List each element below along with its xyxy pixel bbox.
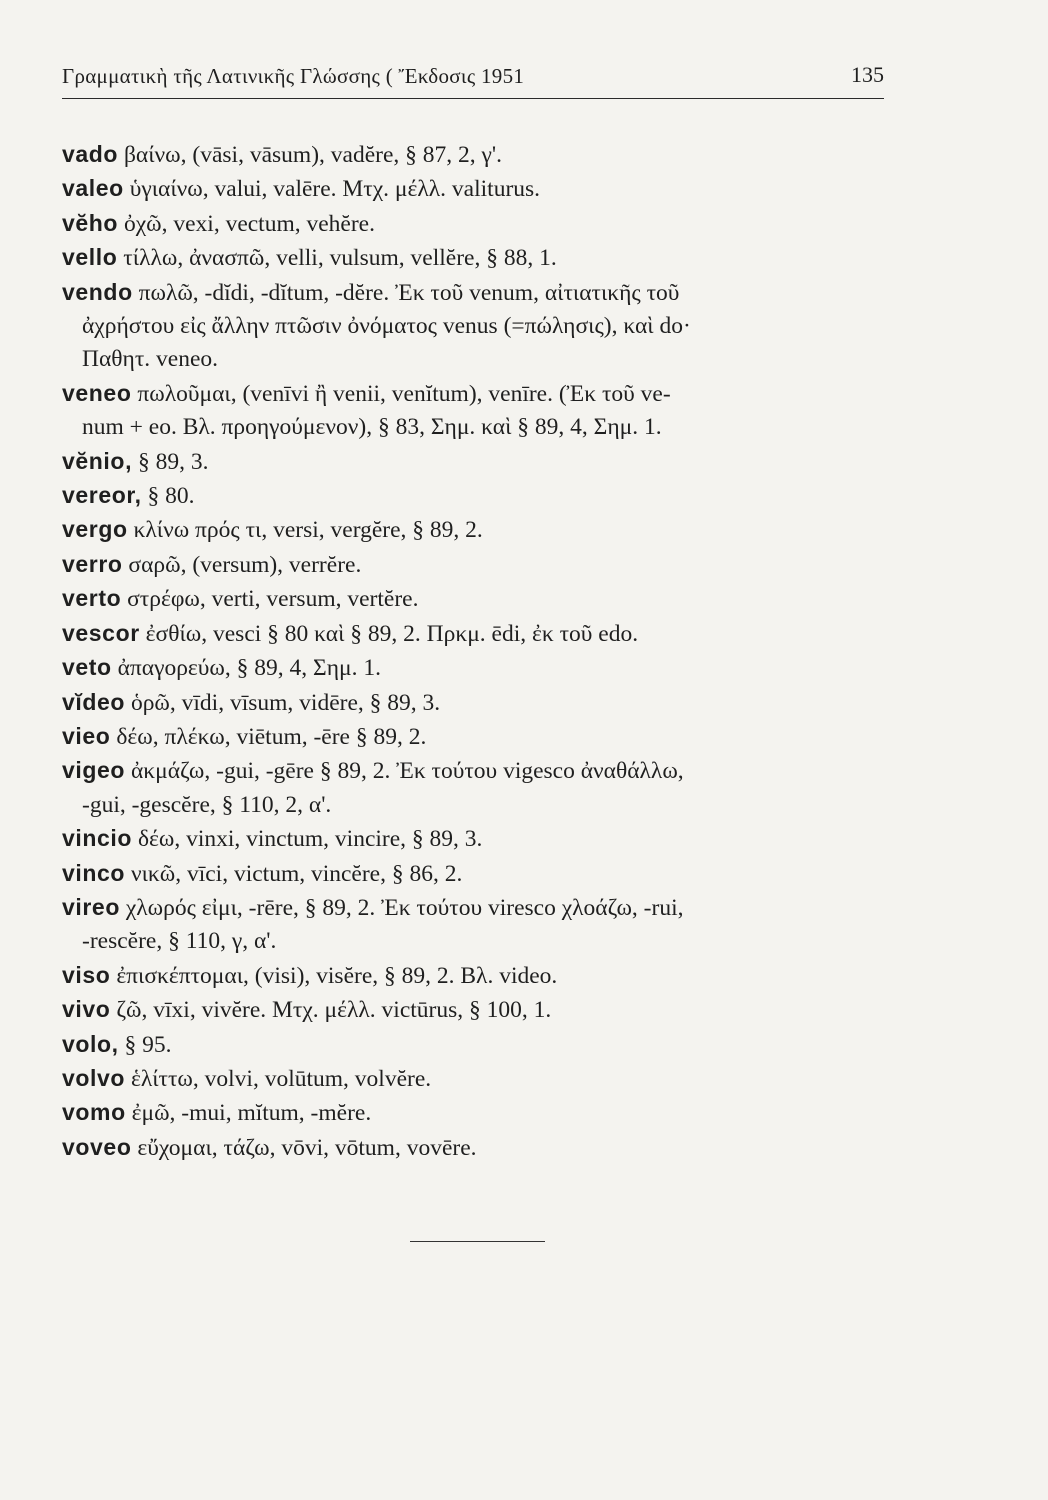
dictionary-entry xyxy=(62,1131,892,1165)
entry-headword: valeo xyxy=(62,175,124,202)
entry-headword: veto xyxy=(62,654,112,681)
dictionary-entry xyxy=(62,617,892,651)
entry-definition: § 95. xyxy=(124,1031,172,1058)
entry-definition: χλωρός εἰμι, -rēre, § 89, 2. Ἐκ τούτου viresco χλοάζω, -rui, xyxy=(125,894,684,921)
entry-headword: verto xyxy=(62,585,122,612)
entry-headword: volo, xyxy=(62,1030,119,1057)
entry-definition: πωλοῦμαι, (venīvi ἢ venii, venĭtum), venīre. (Ἐκ τοῦ ve- xyxy=(137,380,671,407)
dictionary-entry xyxy=(62,891,892,959)
entry-definition: ἐπισκέπτομαι, (visi), visĕre, § 89, 2. Βλ. video. xyxy=(116,962,558,989)
entry-continuation: -gui, -gescĕre, § 110, 2, α'. xyxy=(82,791,332,818)
entry-headword: veneo xyxy=(62,379,132,406)
entry-definition: πωλῶ, -dĭdi, -dĭtum, -dĕre. Ἐκ τοῦ venum, αἰτιατικῆς τοῦ xyxy=(138,279,680,306)
entry-headword: vinco xyxy=(62,859,126,886)
entry-headword: voveo xyxy=(62,1133,132,1160)
entry-definition: ζῶ, vīxi, vivĕre. Μτχ. μέλλ. victūrus, § 100, 1. xyxy=(116,997,552,1024)
entry-headword: vĭdeo xyxy=(62,688,126,715)
entry-definition: σαρῶ, (versum), verrĕre. xyxy=(128,551,362,578)
entry-headword: vireo xyxy=(62,893,120,920)
dictionary-entry xyxy=(62,1028,892,1062)
entry-definition: ἀκμάζω, -gui, -gēre § 89, 2. Ἐκ τούτου vigesco ἀναθάλλω, xyxy=(130,758,684,785)
entry-definition: § 80. xyxy=(147,483,195,510)
entry-definition: ἐσθίω, vesci § 80 καὶ § 89, 2. Πρκμ. ēdi, ἐκ τοῦ edo. xyxy=(145,620,639,647)
entry-headword: vieo xyxy=(62,722,111,749)
dictionary-entry xyxy=(62,138,892,172)
entry-definition: ὀχῶ, vexi, vectum, vehĕre. xyxy=(123,210,375,237)
entry-definition: § 89, 3. xyxy=(137,448,209,475)
dictionary-entry xyxy=(62,445,892,479)
entry-definition: κλίνω πρός τι, versi, vergĕre, § 89, 2. xyxy=(133,517,483,544)
dictionary-entry xyxy=(62,720,892,754)
dictionary-entry xyxy=(62,857,892,891)
entry-headword: vigeo xyxy=(62,757,126,784)
entry-definition: τίλλω, ἀνασπῶ, velli, vulsum, vellĕre, § 88, 1. xyxy=(123,245,557,272)
entry-definition: δέω, vinxi, vinctum, vincire, § 89, 3. xyxy=(137,826,483,853)
entry-definition: ὑγιαίνω, valui, valēre. Μτχ. μέλλ. valiturus. xyxy=(129,176,541,203)
dictionary-entry xyxy=(62,479,892,513)
dictionary-entry xyxy=(62,754,892,822)
entry-headword: vĕnio, xyxy=(62,447,133,474)
dictionary-entry xyxy=(62,172,892,206)
entry-continuation: Παθητ. veneo. xyxy=(82,346,219,373)
dictionary-entry xyxy=(62,1096,892,1130)
entry-continuation: num + eo. Βλ. προηγούμενον), § 83, Σημ. καὶ § 89, 4, Σημ. 1. xyxy=(82,414,662,441)
entry-headword: vado xyxy=(62,141,119,167)
dictionary-entry xyxy=(62,686,892,720)
entry-continuation: -rescĕre, § 110, γ, α'. xyxy=(82,928,277,955)
dictionary-entry xyxy=(62,993,892,1027)
entry-definition: νικῶ, vīci, victum, vincĕre, § 86, 2. xyxy=(130,860,463,887)
entry-headword: vivo xyxy=(62,996,111,1023)
entry-headword: vello xyxy=(62,244,118,271)
dictionary-entry xyxy=(62,651,892,685)
dictionary-entry xyxy=(62,377,892,445)
dictionary-entry xyxy=(62,959,892,993)
entry-headword: vendo xyxy=(62,278,133,305)
entry-definition: ἐμῶ, -mui, mĭtum, -mĕre. xyxy=(131,1100,372,1127)
dictionary-entry xyxy=(62,276,892,377)
dictionary-entry xyxy=(62,582,892,616)
entry-continuation: ἀχρήστου εἰς ἄλλην πτῶσιν ὀνόματος venus (=πώλησις), καὶ do· xyxy=(82,313,691,340)
dictionary-entry xyxy=(62,513,892,547)
running-header xyxy=(62,62,884,99)
entry-definition: ἀπαγορεύω, § 89, 4, Σημ. 1. xyxy=(117,655,381,682)
page-number: 135 xyxy=(851,62,884,87)
dictionary-entry xyxy=(62,241,892,275)
entry-headword: vescor xyxy=(62,619,140,646)
dictionary-entry xyxy=(62,822,892,856)
entry-definition: στρέφω, verti, versum, vertĕre. xyxy=(127,586,419,613)
entry-definition: ἑλίττω, volvi, volūtum, volvĕre. xyxy=(130,1065,432,1092)
entry-list xyxy=(62,138,892,1165)
entry-definition: εὔχομαι, τάζω, vōvi, vōtum, vovēre. xyxy=(137,1134,477,1161)
dictionary-entry xyxy=(62,207,892,241)
entry-headword: vergo xyxy=(62,516,128,543)
entry-headword: verro xyxy=(62,550,123,577)
entry-headword: viso xyxy=(62,961,111,988)
entry-definition: ὁρῶ, vīdi, vīsum, vidēre, § 89, 3. xyxy=(130,689,441,716)
running-title: Γραμματικὴ τῆς Λατινικῆς Γλώσσης ( Ἔκδοσις 1951 xyxy=(62,64,525,88)
entry-definition: δέω, πλέκω, viētum, -ēre § 89, 2. xyxy=(116,723,427,750)
dictionary-entry xyxy=(62,1062,892,1096)
entry-headword: vĕho xyxy=(62,209,119,236)
entry-headword: vomo xyxy=(62,1099,126,1126)
dictionary-entry xyxy=(62,548,892,582)
entry-headword: volvo xyxy=(62,1064,126,1091)
entry-definition: βαίνω, (vāsi, vāsum), vadĕre, § 87, 2, γ'. xyxy=(123,142,502,168)
entry-headword: vereor, xyxy=(62,482,142,509)
entry-headword: vincio xyxy=(62,825,133,852)
end-rule xyxy=(410,1241,545,1242)
